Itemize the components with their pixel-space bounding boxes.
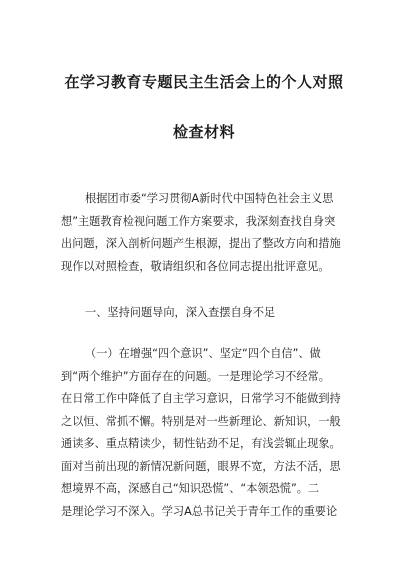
intro-line: 现作以对照检查，敬请组织和各位同志提出批评意见。	[61, 259, 330, 273]
body-line: 面对当前出现的新情况新问题，眼界不宽，方法不活，思	[61, 459, 341, 473]
body-line: 之以恒、常抓不懈。特别是对一些新理论、新知识，一般	[61, 414, 341, 428]
body-paragraph	[61, 343, 361, 523]
document-title-line-1: 在学习教育专题民主生活会上的个人对照	[64, 73, 344, 91]
intro-paragraph	[61, 188, 361, 278]
section-heading-text: 一、坚持问题导向，深入查摆自身不足	[85, 306, 276, 319]
body-line: 通读多、重点精读少，韧性钻劲不足，有浅尝辄止现象。	[61, 437, 341, 450]
intro-line: 出问题，深入剖析问题产生根源，提出了整改方向和措施	[61, 237, 341, 250]
body-line: （一）在增强“四个意识”、坚定“四个自信”、做	[85, 347, 321, 360]
document-title-line-2: 检查材料	[172, 123, 235, 141]
section-heading	[61, 302, 361, 325]
intro-line: 想”主题教育检视问题工作方案要求，我深刻查找自身突	[61, 214, 336, 228]
body-line: 想境界不高，深感自己“知识恐慌”、“本领恐慌”。二	[61, 482, 320, 495]
body-line: 在日常工作中降低了自主学习意识，日常学习不能做到持	[61, 392, 341, 405]
intro-line: 根据团市委“学习贯彻A新时代中国特色社会主义思	[85, 192, 334, 205]
body-line: 是理论学习不深入。学习A总书记关于青年工作的重要论	[61, 504, 338, 518]
body-line: 到“两个维护”方面存在的问题。一是理论学习不经常。	[61, 369, 330, 383]
